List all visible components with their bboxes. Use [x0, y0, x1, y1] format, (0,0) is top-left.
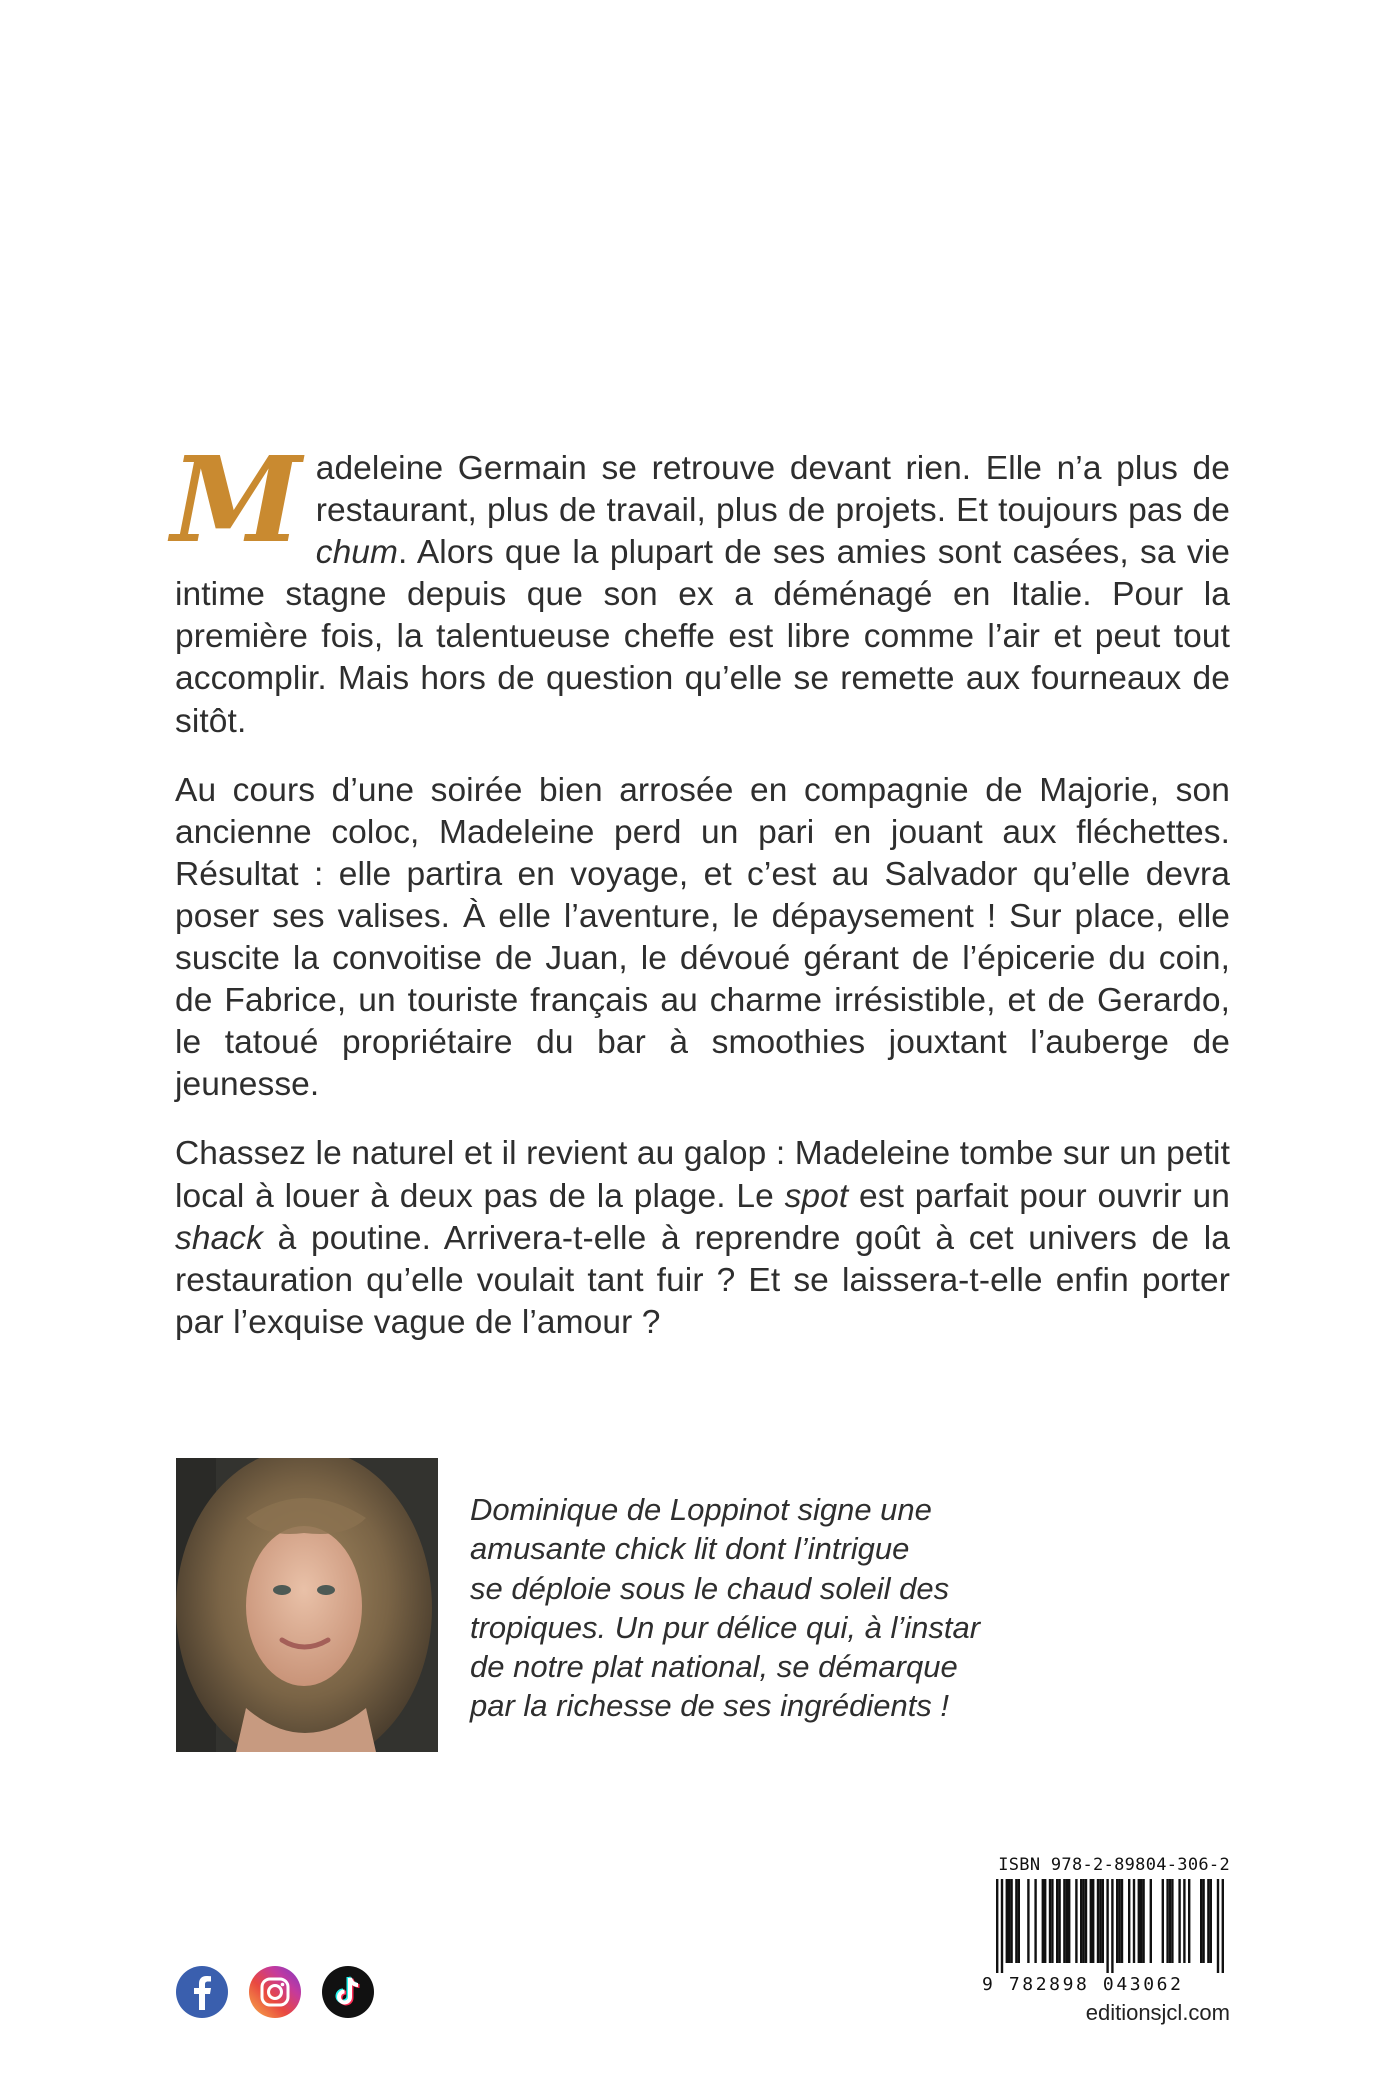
barcode-bar	[1102, 1879, 1104, 1963]
author-photo	[176, 1458, 438, 1752]
barcode-bar	[1049, 1879, 1051, 1963]
barcode-bar	[1034, 1879, 1036, 1963]
website-link[interactable]: editionsjcl.com	[1085, 2000, 1230, 2025]
barcode-bar	[1042, 1879, 1044, 1963]
synopsis-paragraph-1: Madeleine Germain se retrouve devant rien. Elle n’a plus de restaurant, plus de travail, plus de projets. Et toujours pas de chum. Alors que la plupart de ses amies sont casées, sa vie intime stagne depuis que son ex a déménagé en Italie. Pour la première fois, la talentueuse cheffe est libre comme l’air et peut tout accomplir. Mais hors de question qu’elle se remette aux fourneaux de sitôt.	[171, 430, 1230, 740]
barcode-bar	[1063, 1879, 1065, 1963]
barcode	[982, 1879, 1232, 1973]
barcode-bar	[1075, 1879, 1077, 1963]
barcode-bar	[1106, 1879, 1108, 1973]
barcode-bar	[1133, 1879, 1135, 1963]
synopsis-paragraph-3: Chassez le naturel et il revient au galop : Madeleine tombe sur un petit local à louer à deux pas de la plage. Le spot est parfait pour ouvrir un shack à poutine. Arrivera-t-elle à reprendre goût à cet univers de la restauration qu’elle voulait tant fuir ? Et se laissera-t-elle enfin porter par l’exquise vague de l’amour ?	[175, 1135, 1231, 1341]
barcode-bar	[1183, 1879, 1185, 1963]
barcode-bar	[1188, 1879, 1190, 1963]
tiktok-icon[interactable]	[322, 1966, 374, 2018]
barcode-bar	[1210, 1879, 1212, 1963]
barcode-bar	[1051, 1879, 1053, 1963]
author-quote: Dominique de Loppinot signe une amusante chick lit dont l’intrigue se déploie sous le chaud soleil des tropiques. Un pur délice qui, à l’instar de notre plat national, se démarque par la richesse de ses ingrédients !	[470, 1492, 981, 1724]
social-links	[176, 1966, 374, 2018]
barcode-bar	[1092, 1879, 1094, 1963]
barcode-bar	[1044, 1879, 1046, 1963]
synopsis-paragraph-2: Au cours d’une soirée bien arrosée en compagnie de Majorie, son ancienne coloc, Madeleine perd un pari en jouant aux fléchettes. Résultat : elle partira en voyage, et c’est au Salvador qu’elle devra poser ses valises. À elle l’aventure, le dépaysement ! Sur place, elle suscite la convoitise de Juan, le dévoué gérant de l’épicerie du coin, de Fabrice, un touriste français au charme irrésistible, et de Gerardo, le tatoué propriétaire du bar à smoothies jouxtant l’auberge de jeunesse.	[175, 771, 1230, 1104]
barcode-bar	[1217, 1879, 1219, 1973]
barcode-bar	[1027, 1879, 1029, 1963]
isbn-digits: 9 782898 043062	[982, 1974, 1184, 1995]
barcode-bar	[1178, 1879, 1180, 1963]
isbn-barcode-block	[982, 1855, 1232, 1995]
barcode-bar	[1202, 1879, 1204, 1963]
facebook-icon[interactable]	[176, 1966, 228, 2018]
instagram-icon[interactable]	[249, 1966, 301, 2018]
dropcap-letter: M	[171, 430, 302, 569]
barcode-bar	[1222, 1879, 1224, 1973]
barcode-bar	[1162, 1879, 1164, 1963]
isbn-label: ISBN 978-2-89804-306-2	[998, 1855, 1230, 1875]
barcode-bar	[1056, 1879, 1058, 1963]
barcode-bar	[1140, 1879, 1142, 1963]
barcode-bar	[1058, 1879, 1060, 1963]
barcode-bar	[1068, 1879, 1070, 1963]
synopsis	[171, 430, 1231, 1371]
barcode-bar	[1066, 1879, 1068, 1963]
barcode-bar	[1090, 1879, 1092, 1963]
barcode-bar	[1128, 1879, 1130, 1963]
barcode-bar	[1121, 1879, 1123, 1963]
barcode-bar	[1008, 1879, 1010, 1963]
barcode-bar	[1166, 1879, 1168, 1963]
barcode-bar	[1169, 1879, 1171, 1963]
barcode-bar	[1080, 1879, 1082, 1963]
barcode-bar	[1150, 1879, 1152, 1963]
barcode-bar	[1138, 1879, 1140, 1963]
barcode-bar	[1010, 1879, 1012, 1963]
barcode-bar	[1082, 1879, 1084, 1963]
barcode-bar	[1099, 1879, 1101, 1963]
barcode-bar	[1118, 1879, 1120, 1963]
barcode-bar	[1142, 1879, 1144, 1963]
barcode-bar	[1116, 1879, 1118, 1963]
barcode-bar	[1006, 1879, 1008, 1963]
barcode-bar	[1015, 1879, 1017, 1963]
barcode-bar	[1200, 1879, 1202, 1963]
barcode-bar	[1097, 1879, 1099, 1963]
barcode-bar	[1171, 1879, 1173, 1963]
barcode-bar	[996, 1879, 998, 1973]
barcode-bar	[1001, 1879, 1003, 1973]
barcode-bar	[1111, 1879, 1113, 1973]
barcode-bar	[1085, 1879, 1087, 1963]
barcode-bar	[1018, 1879, 1020, 1963]
barcode-bar	[1207, 1879, 1209, 1963]
